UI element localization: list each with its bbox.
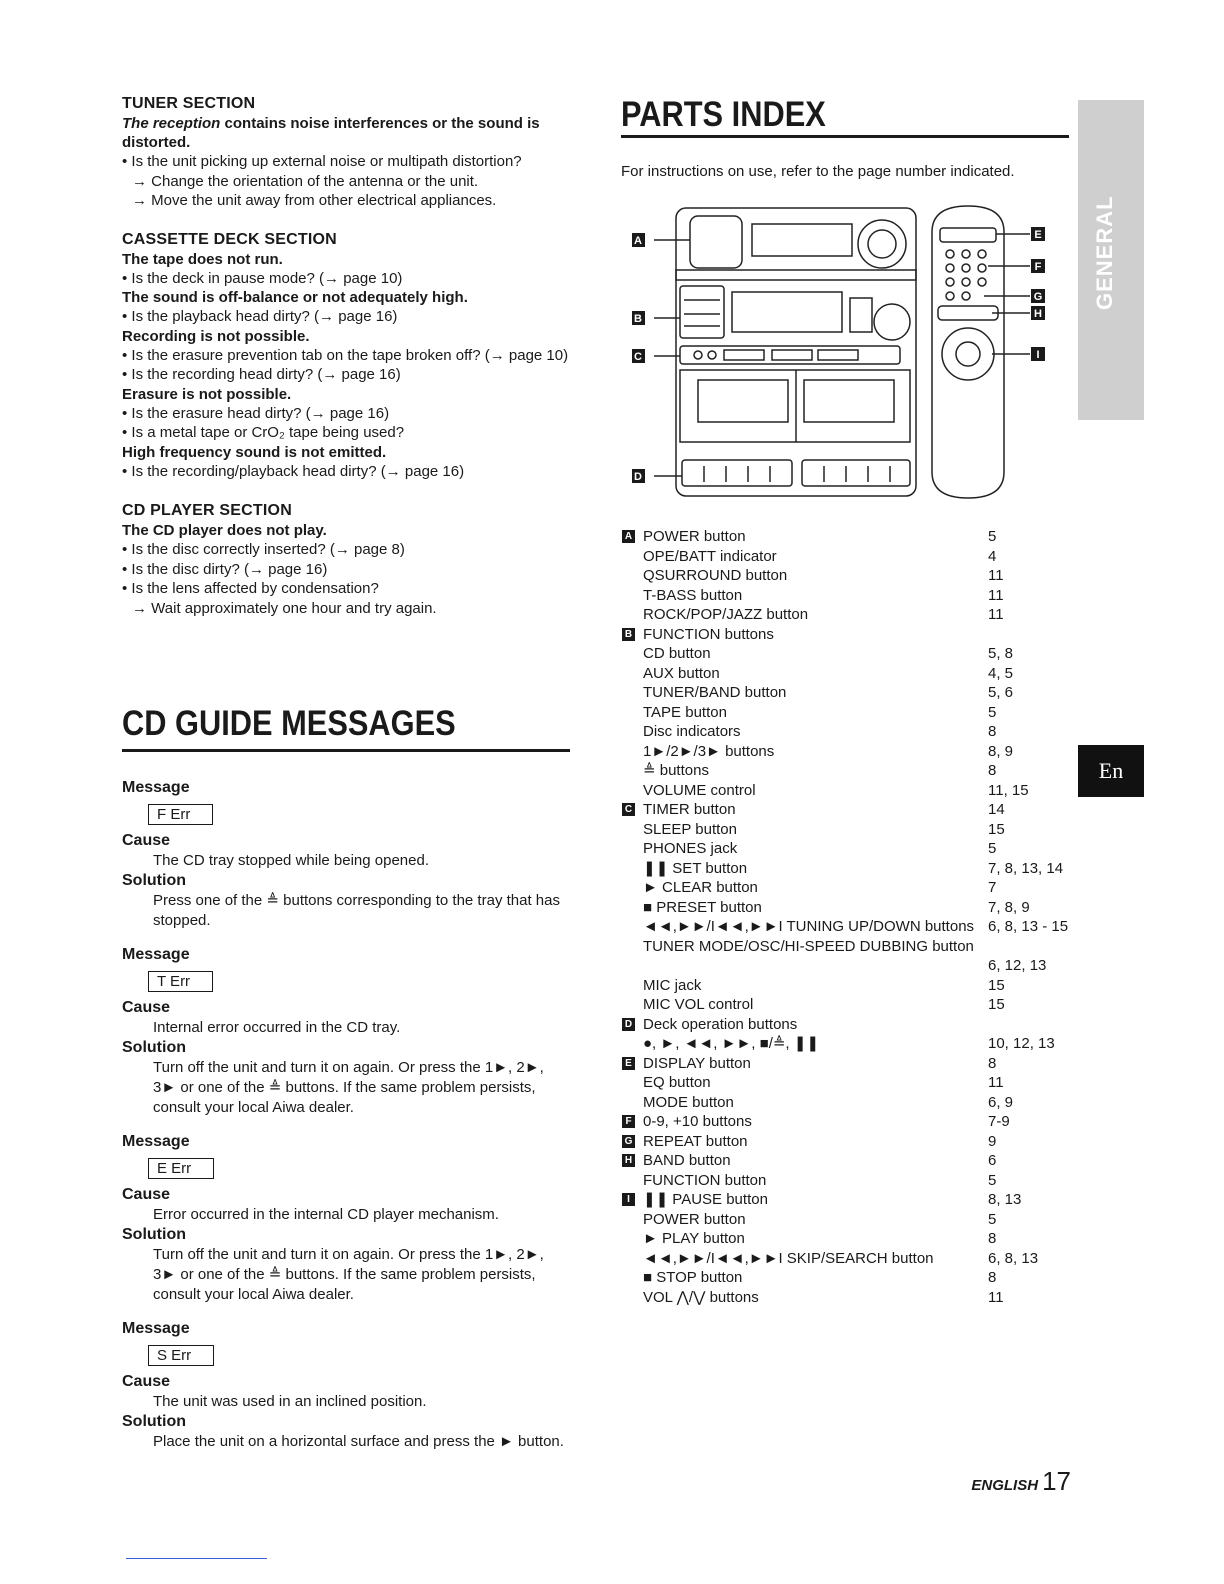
- part-label: DISPLAY button: [643, 1054, 751, 1072]
- indent-spacer: [621, 1210, 643, 1230]
- deck-1-window: [698, 380, 788, 422]
- part-label: CD button: [643, 645, 711, 662]
- cdplayer-arrow: → Wait approximately one hour and try again.: [132, 599, 437, 617]
- parts-row: [621, 644, 1071, 664]
- cdplayer-bullet-1: • Is the disc correctly inserted? (→ page 8): [122, 541, 405, 558]
- parts-row: [621, 956, 1071, 976]
- parts-row: [621, 1132, 1071, 1152]
- tuner-arrow-1: → Change the orientation of the antenna or the unit.: [132, 172, 479, 190]
- tuner-arrow-2: → Move the unit away from other electrical appliances.: [132, 192, 497, 209]
- parts-row: [621, 566, 1071, 586]
- part-page: 5, 8: [988, 645, 1014, 662]
- indent-spacer: [621, 1249, 643, 1269]
- part-page: 15: [988, 976, 1005, 994]
- part-label: ROCK/POP/JAZZ button: [643, 606, 809, 623]
- solution-label: Solution: [122, 1413, 186, 1430]
- part-label: ●, ►, ◄◄, ►►, ■/≜, ❚❚: [643, 1035, 819, 1052]
- cassette-bullet-5: • Is the erasure head dirty? (→ page 16): [122, 404, 390, 422]
- timer-row: [680, 346, 900, 364]
- solution-text: Place the unit on a horizontal surface and press the ► button.: [153, 1433, 564, 1450]
- part-label: 1►/2►/3► buttons: [643, 742, 775, 760]
- parts-row: [621, 1015, 1071, 1035]
- indent-spacer: [621, 1268, 643, 1288]
- part-label: ◄◄,►►/I◄◄,►►I SKIP/SEARCH button: [643, 1249, 934, 1267]
- part-label: ► PLAY button: [643, 1230, 745, 1247]
- parts-row: [621, 1054, 1071, 1074]
- guide-entry: [122, 778, 570, 931]
- troubleshooting-column: [122, 94, 574, 618]
- function-buttons: [680, 286, 724, 338]
- jog-knob: [874, 304, 910, 340]
- part-page: 11: [988, 1288, 1004, 1306]
- parts-index-intro: For instructions on use, refer to the page number indicated.: [621, 163, 1015, 180]
- indent-spacer: [621, 976, 643, 996]
- parts-row: [621, 781, 1071, 801]
- part-page: 11: [988, 606, 1004, 623]
- cause-label: Cause: [122, 832, 171, 849]
- solution-label: Solution: [122, 872, 186, 889]
- deck-buttons-right: [802, 460, 910, 486]
- part-letter-badge: E: [622, 1057, 635, 1070]
- part-page: 7: [988, 879, 997, 896]
- footer-language: ENGLISH: [971, 1477, 1039, 1494]
- indent-spacer: [621, 995, 643, 1015]
- remote-top-buttons: [940, 228, 996, 242]
- diagram-badge-letter: F: [1034, 261, 1042, 273]
- parts-row: [621, 1249, 1071, 1269]
- solution-text: Turn off the unit and turn it on again. Or press the 1►, 2►, 3► or one of the ≜ buttons. If the same problem persists, consult your local Aiwa dealer.: [153, 1059, 544, 1116]
- diagram-badge-letter: A: [634, 235, 642, 247]
- power-area: [690, 216, 742, 268]
- part-label: MIC VOL control: [643, 996, 754, 1013]
- error-code-wrap: [122, 1152, 570, 1185]
- indent-spacer: [621, 1171, 643, 1191]
- diagram-badge-letter: H: [1034, 308, 1042, 320]
- parts-row: [621, 1073, 1071, 1093]
- part-label: ◄◄,►►/I◄◄,►►I TUNING UP/DOWN buttons: [643, 918, 975, 935]
- cause-text: The unit was used in an inclined position.: [153, 1393, 427, 1410]
- part-label: T-BASS button: [643, 586, 743, 604]
- part-label: TUNER/BAND button: [643, 684, 787, 701]
- indent-spacer: [621, 664, 643, 684]
- parts-row: [621, 1229, 1071, 1249]
- part-label: ■ PRESET button: [643, 898, 762, 916]
- cassette-bullet-7: • Is the recording/playback head dirty? (→ page 16): [122, 462, 465, 480]
- cassette-bullet-3: • Is the erasure prevention tab on the tape broken off? (→ page 10): [122, 346, 569, 364]
- part-letter-badge: B: [622, 628, 635, 641]
- parts-row: [621, 703, 1071, 723]
- part-label: OPE/BATT indicator: [643, 547, 777, 565]
- cassette-problem-4: Erasure is not possible.: [122, 385, 292, 403]
- part-label: BAND button: [643, 1152, 731, 1169]
- indent-spacer: [621, 839, 643, 859]
- cassette-bullet-6: • Is a metal tape or CrO₂ tape being used?: [122, 424, 405, 441]
- general-side-tab: [1078, 100, 1144, 420]
- indent-spacer: [621, 917, 643, 937]
- part-page: 8: [988, 762, 997, 779]
- solution-text: Turn off the unit and turn it on again. Or press the 1►, 2►, 3► or one of the ≜ buttons. If the same problem persists, consult your local Aiwa dealer.: [153, 1246, 544, 1303]
- tuner-bullet: • Is the unit picking up external noise or multipath distortion?: [122, 153, 522, 170]
- part-page: 6, 8, 13: [988, 1249, 1039, 1267]
- part-page: 6: [988, 1152, 997, 1169]
- diagram-badge-letter: E: [1034, 229, 1042, 241]
- parts-row: [621, 683, 1071, 703]
- part-page: 15: [988, 996, 1005, 1013]
- indent-spacer: [621, 722, 643, 742]
- part-letter-badge: D: [622, 1018, 635, 1031]
- part-label: FUNCTION button: [643, 1171, 767, 1189]
- cause-text: Internal error occurred in the CD tray.: [153, 1019, 401, 1036]
- part-label: ❚❚ SET button: [643, 859, 748, 877]
- indent-spacer: [621, 605, 643, 625]
- indent-spacer: [621, 703, 643, 723]
- diagram-badge-letter: I: [1036, 349, 1040, 361]
- parts-row: [621, 898, 1071, 918]
- part-letter-badge: F: [622, 1115, 635, 1128]
- parts-row: [621, 722, 1071, 742]
- indent-spacer: [621, 781, 643, 801]
- part-label: TUNER MODE/OSC/HI-SPEED DUBBING button: [643, 937, 974, 955]
- stereo-system-diagram: [632, 202, 1052, 502]
- parts-row: [621, 1190, 1071, 1210]
- indent-spacer: [621, 1073, 643, 1093]
- button-cluster: [850, 298, 872, 332]
- parts-row: [621, 547, 1071, 567]
- part-page: 6, 12, 13: [988, 957, 1047, 974]
- part-page: 9: [988, 1132, 997, 1150]
- guide-entries: [122, 778, 570, 1452]
- tuner-heading: TUNER SECTION: [122, 95, 256, 112]
- parts-row: [621, 1034, 1071, 1054]
- part-label: ► CLEAR button: [643, 879, 758, 896]
- page-footer: [971, 1466, 1071, 1497]
- guide-entry: [122, 945, 570, 1118]
- indent-spacer: [621, 586, 643, 606]
- part-page: 15: [988, 820, 1005, 838]
- part-page: 14: [988, 801, 1005, 818]
- diagram-badge-letter: G: [1033, 291, 1043, 303]
- indent-spacer: [621, 683, 643, 703]
- parts-row: [621, 976, 1071, 996]
- tuner-problem: [122, 114, 574, 152]
- indent-spacer: [621, 547, 643, 567]
- error-code-wrap: [122, 965, 570, 998]
- parts-row: [621, 1093, 1071, 1113]
- remote-dpad: [942, 328, 994, 380]
- tuner-problem-rest: contains noise interferences or the sound is distorted.: [122, 115, 540, 151]
- diagram-badge-letter: B: [634, 313, 642, 325]
- display-panel: [752, 224, 852, 256]
- part-page: 8: [988, 1054, 997, 1072]
- part-label: ❚❚ PAUSE button: [643, 1191, 768, 1208]
- part-page: 11: [988, 586, 1004, 604]
- error-code-wrap: [122, 1339, 570, 1372]
- main-unit-outline: [676, 208, 916, 496]
- solution-label: Solution: [122, 1039, 186, 1056]
- parts-row: [621, 859, 1071, 879]
- cassette-problem-3: Recording is not possible.: [122, 327, 310, 345]
- part-label: ≜ buttons: [643, 762, 709, 779]
- cassette-bullet-2: • Is the playback head dirty? (→ page 16): [122, 308, 398, 325]
- parts-row: [621, 1171, 1071, 1191]
- cd-guide-rule: [122, 749, 570, 752]
- page-number: 17: [1042, 1466, 1071, 1496]
- part-page: 10, 12, 13: [988, 1035, 1055, 1052]
- cdplayer-problem: The CD player does not play.: [122, 522, 327, 539]
- part-label: MODE button: [643, 1093, 734, 1111]
- footer-rule: [126, 1558, 267, 1559]
- upper-divider: [676, 270, 916, 280]
- parts-row: [621, 937, 1071, 957]
- parts-row: [621, 1112, 1071, 1132]
- parts-row: [621, 527, 1071, 547]
- parts-row: [621, 586, 1071, 606]
- cd-guide-title: CD GUIDE MESSAGES: [122, 704, 456, 743]
- tuner-problem-italic: The reception: [122, 115, 221, 132]
- part-page: 5: [988, 1210, 997, 1228]
- indent-spacer: [621, 1034, 643, 1054]
- part-page: 7-9: [988, 1113, 1010, 1130]
- part-label: TAPE button: [643, 703, 727, 721]
- part-page: 7, 8, 9: [988, 898, 1030, 916]
- indent-spacer: [621, 1288, 643, 1308]
- part-label: EQ button: [643, 1074, 711, 1091]
- part-label: POWER button: [643, 528, 746, 545]
- parts-row: [621, 605, 1071, 625]
- indent-spacer: [621, 1093, 643, 1113]
- general-tab-label: GENERAL: [1092, 195, 1117, 310]
- cause-label: Cause: [122, 1373, 171, 1390]
- cassette-heading: CASSETTE DECK SECTION: [122, 230, 337, 248]
- parts-title-wrap: [621, 94, 1069, 138]
- part-page: 5: [988, 840, 997, 857]
- indent-spacer: [621, 937, 643, 957]
- indent-spacer: [621, 820, 643, 840]
- part-label: VOL ⋀/⋁ buttons: [643, 1288, 759, 1306]
- parts-index-title: PARTS INDEX: [621, 95, 826, 134]
- message-label: Message: [122, 946, 190, 963]
- part-label: QSURROUND button: [643, 567, 788, 584]
- part-page: 8: [988, 1230, 997, 1247]
- cdplayer-bullet-2: • Is the disc dirty? (→ page 16): [122, 560, 328, 578]
- parts-row: [621, 761, 1071, 781]
- message-label: Message: [122, 1320, 190, 1337]
- part-page: 7, 8, 13, 14: [988, 859, 1064, 877]
- part-page: 4: [988, 547, 997, 565]
- cause-text: The CD tray stopped while being opened.: [153, 852, 430, 869]
- part-label: Deck operation buttons: [643, 1015, 798, 1033]
- message-label: Message: [122, 1133, 190, 1150]
- cd-display: [732, 292, 842, 332]
- cause-label: Cause: [122, 999, 171, 1016]
- cassette-bullet-1: • Is the deck in pause mode? (→ page 10): [122, 269, 403, 287]
- error-code: F Err: [148, 804, 213, 825]
- part-page: 11: [988, 1074, 1004, 1091]
- parts-row: [621, 820, 1071, 840]
- part-label: VOLUME control: [643, 781, 756, 799]
- parts-row: [621, 742, 1071, 762]
- volume-knob-inner: [868, 230, 896, 258]
- error-code: S Err: [148, 1345, 214, 1366]
- cause-text: Error occurred in the internal CD player mechanism.: [153, 1206, 499, 1223]
- part-page: 5: [988, 528, 997, 545]
- parts-row: [621, 1151, 1071, 1171]
- part-label: REPEAT button: [643, 1132, 748, 1150]
- parts-row: [621, 664, 1071, 684]
- cassette-problem-1: The tape does not run.: [122, 250, 283, 268]
- cassette-problem-2: The sound is off-balance or not adequately high.: [122, 289, 468, 306]
- cdplayer-heading: CD PLAYER SECTION: [122, 502, 292, 519]
- parts-row: [621, 625, 1071, 645]
- language-tab: En: [1078, 745, 1144, 797]
- part-page: 5: [988, 703, 997, 721]
- parts-row: [621, 1288, 1071, 1308]
- part-label: POWER button: [643, 1210, 746, 1228]
- diagram-badge-letter: D: [634, 471, 642, 483]
- parts-row: [621, 1268, 1071, 1288]
- part-page: 8: [988, 723, 997, 740]
- part-letter-badge: A: [622, 530, 635, 543]
- indent-spacer: [621, 1229, 643, 1249]
- cassette-bullet-4: • Is the recording head dirty? (→ page 16): [122, 366, 401, 383]
- part-label: TIMER button: [643, 801, 736, 818]
- parts-row: [621, 917, 1071, 937]
- part-page: 8, 13: [988, 1191, 1022, 1208]
- indent-spacer: [621, 644, 643, 664]
- indent-spacer: [621, 898, 643, 918]
- parts-row: [621, 995, 1071, 1015]
- error-code: T Err: [148, 971, 213, 992]
- volume-knob: [858, 220, 906, 268]
- message-label: Message: [122, 779, 190, 796]
- cassette-problem-5: High frequency sound is not emitted.: [122, 443, 387, 461]
- part-label: Disc indicators: [643, 723, 741, 740]
- part-label: PHONES jack: [643, 840, 738, 857]
- solution-text: Press one of the ≜ buttons corresponding to the tray that has stopped.: [153, 892, 560, 929]
- part-label: 0-9, +10 buttons: [643, 1113, 752, 1130]
- indent-spacer: [621, 761, 643, 781]
- part-letter-badge: H: [622, 1154, 635, 1167]
- error-code-wrap: [122, 798, 570, 831]
- part-page: 8, 9: [988, 742, 1014, 760]
- part-label: SLEEP button: [643, 820, 737, 838]
- indent-spacer: [621, 878, 643, 898]
- indent-spacer: [621, 566, 643, 586]
- cause-label: Cause: [122, 1186, 171, 1203]
- parts-index-column: [621, 94, 1071, 181]
- parts-list: [621, 527, 1071, 1307]
- part-page: 4, 5: [988, 664, 1014, 682]
- part-label: ■ STOP button: [643, 1269, 743, 1286]
- parts-row: [621, 1210, 1071, 1230]
- part-letter-badge: I: [622, 1193, 635, 1206]
- part-page: 5: [988, 1171, 997, 1189]
- guide-entry: [122, 1319, 570, 1452]
- part-page: 6, 8, 13 - 15: [988, 918, 1069, 935]
- part-letter-badge: G: [622, 1135, 635, 1148]
- part-label: FUNCTION buttons: [643, 625, 774, 643]
- part-page: 11, 15: [988, 781, 1029, 799]
- part-page: 8: [988, 1269, 997, 1286]
- remote-band-row: [938, 306, 998, 320]
- parts-row: [621, 839, 1071, 859]
- solution-label: Solution: [122, 1226, 186, 1243]
- indent-spacer: [621, 859, 643, 879]
- diagram-badge-letter: C: [634, 351, 642, 363]
- guide-entry: [122, 1132, 570, 1305]
- part-page: 11: [988, 567, 1004, 584]
- parts-row: [621, 800, 1071, 820]
- cassette-decks: [680, 370, 910, 442]
- cd-guide-section: [122, 703, 570, 1466]
- indent-spacer: [621, 742, 643, 762]
- part-label: AUX button: [643, 664, 720, 682]
- cdplayer-bullet-3: • Is the lens affected by condensation?: [122, 580, 379, 597]
- part-letter-badge: C: [622, 803, 635, 816]
- error-code: E Err: [148, 1158, 214, 1179]
- part-label: MIC jack: [643, 976, 702, 994]
- part-page: 6, 9: [988, 1093, 1014, 1111]
- deck-buttons-left: [682, 460, 792, 486]
- part-page: 5, 6: [988, 684, 1014, 701]
- parts-row: [621, 878, 1071, 898]
- deck-2-window: [804, 380, 894, 422]
